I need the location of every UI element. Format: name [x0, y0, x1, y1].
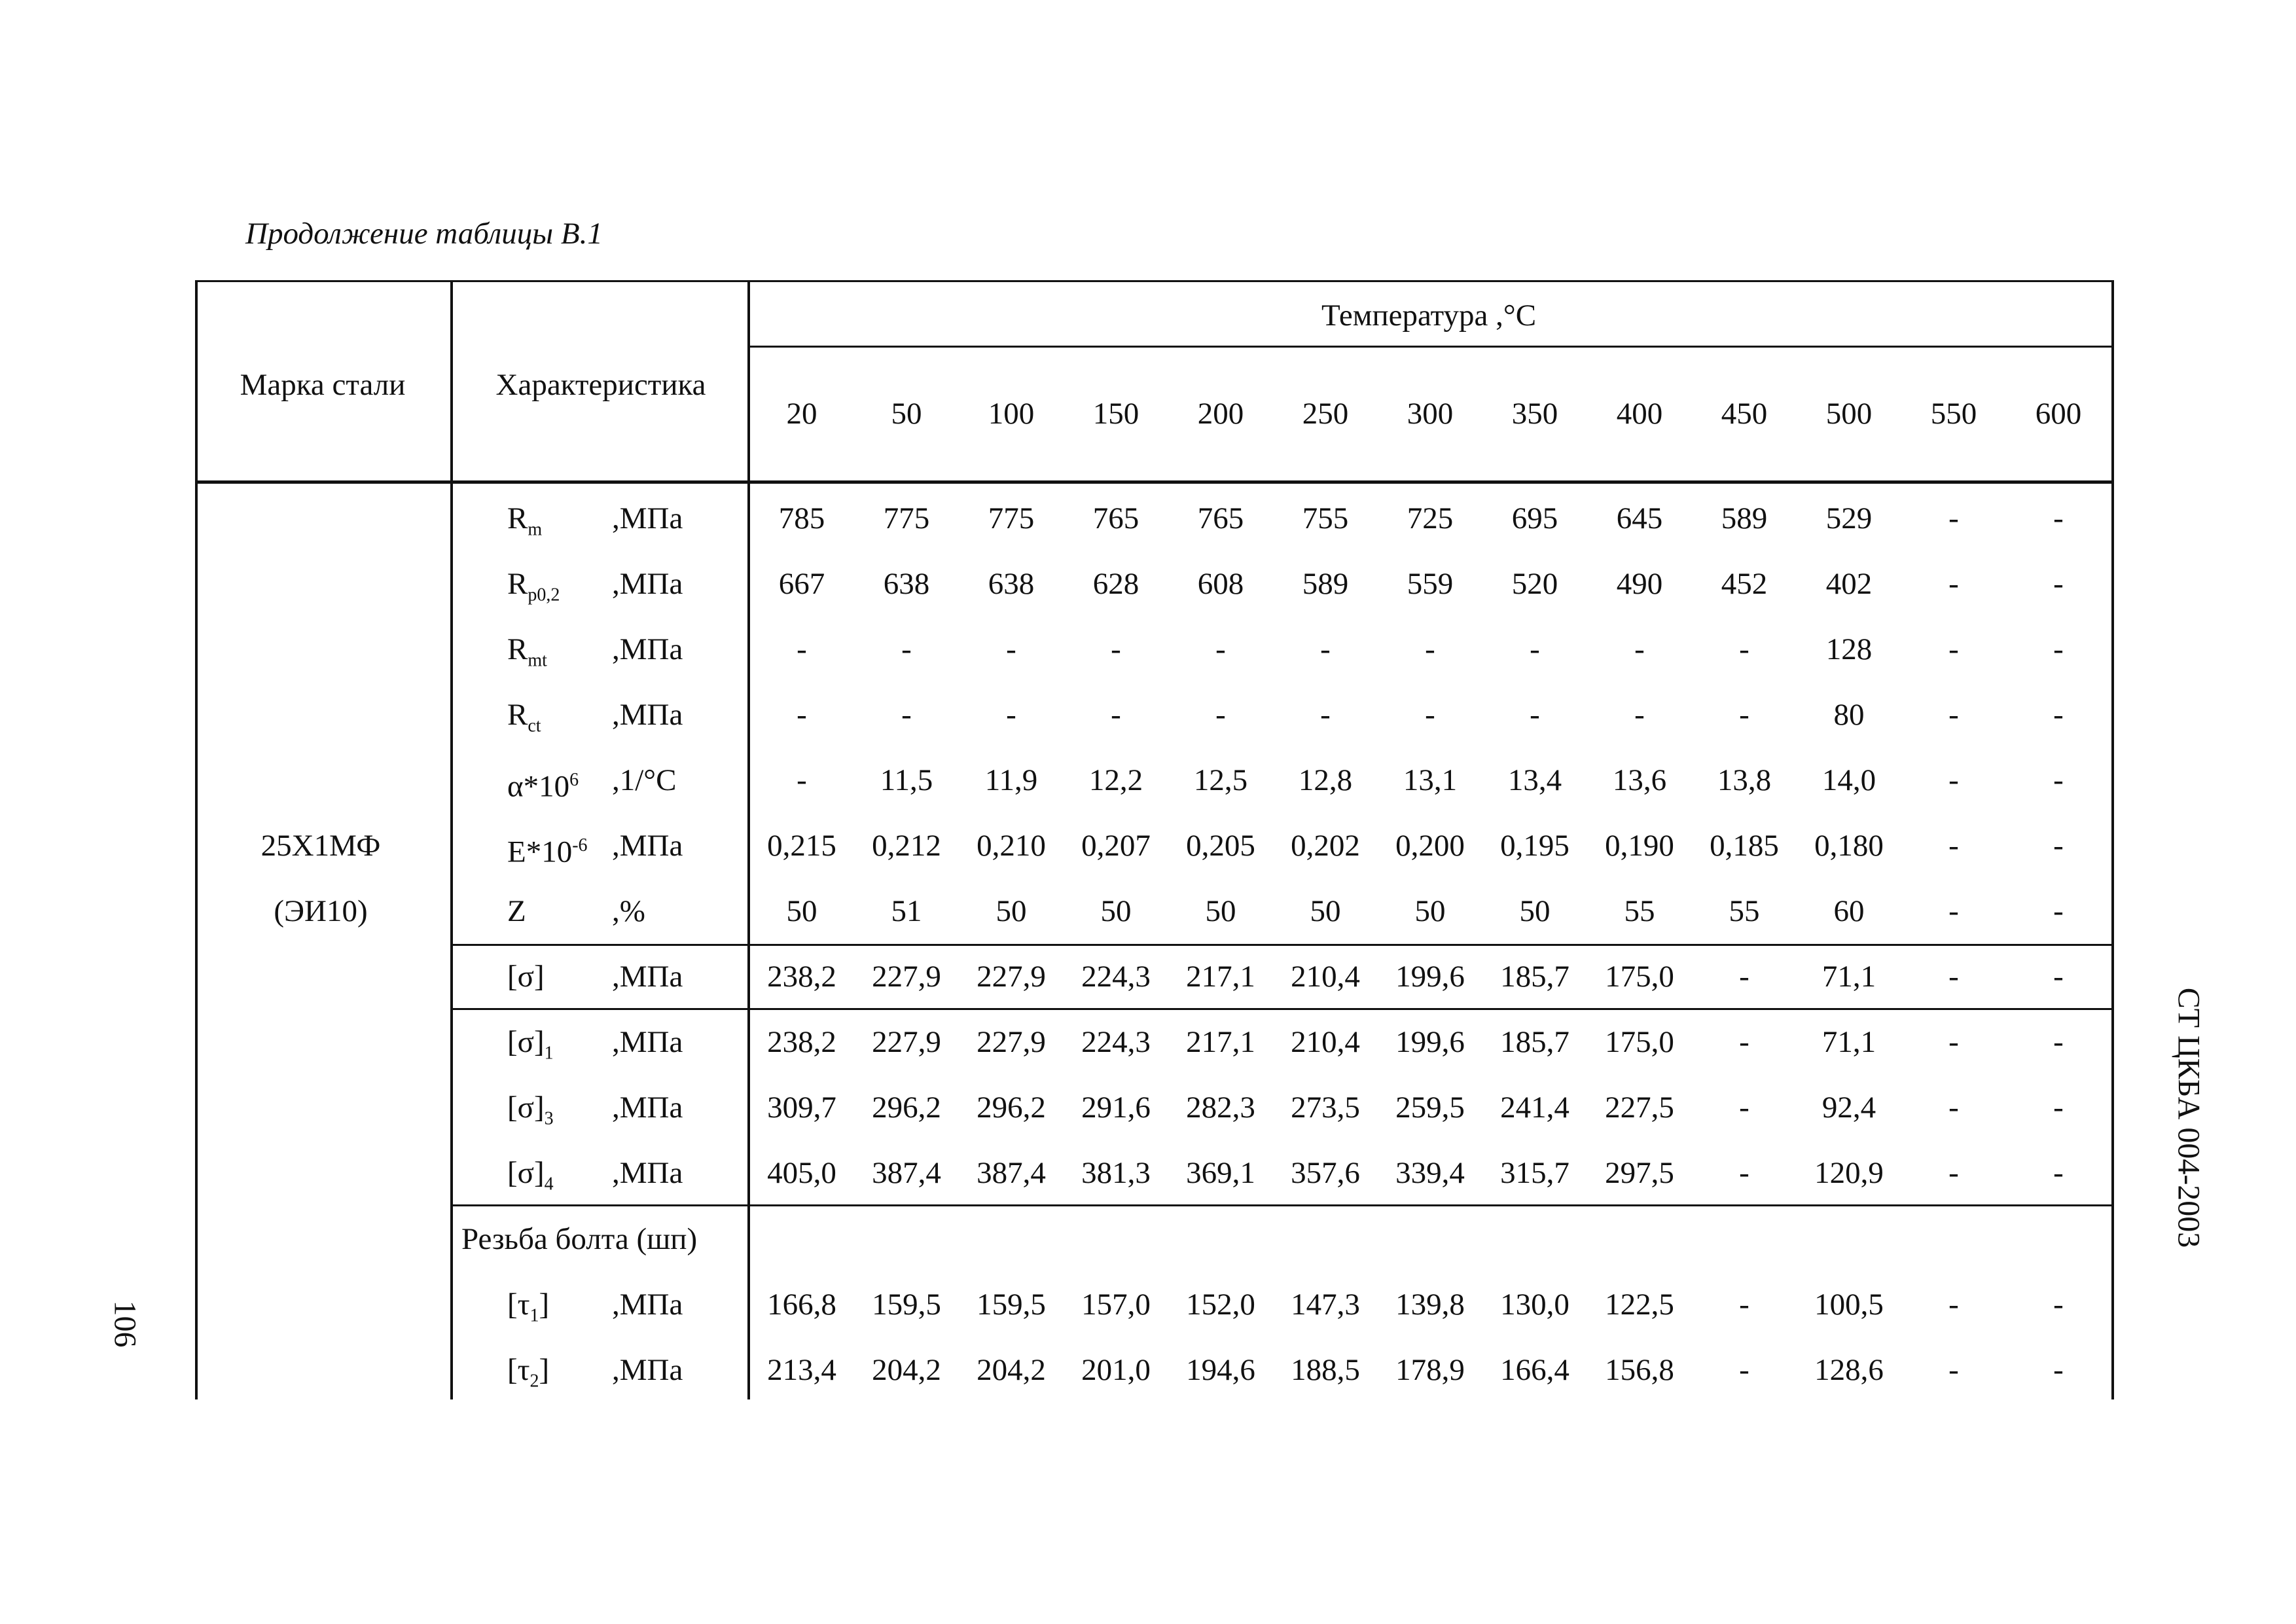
- table-cell: 227,5: [1605, 1091, 1674, 1125]
- table-cell: 227,9: [977, 960, 1046, 994]
- table-cell: 71,1: [1821, 1025, 1876, 1059]
- table-cell: 217,1: [1186, 960, 1255, 994]
- table-cell: -: [1739, 1025, 1749, 1059]
- characteristic-unit: ,МПа: [612, 698, 683, 732]
- table-cell: 175,0: [1605, 960, 1674, 994]
- table-cell: 175,0: [1605, 1025, 1674, 1059]
- table-cell: -: [1530, 632, 1540, 666]
- table-cell: 227,9: [977, 1025, 1046, 1059]
- table-cell: 13,6: [1612, 763, 1667, 797]
- characteristic-symbol: $R_{mt}$: [507, 632, 547, 671]
- table-cell: 50: [996, 894, 1027, 928]
- table-cell: -: [797, 632, 807, 666]
- table-cell: 296,2: [872, 1091, 941, 1125]
- table-cell: 529: [1825, 501, 1873, 535]
- table-cell: 204,2: [872, 1353, 941, 1387]
- characteristic-unit: ,МПа: [612, 1288, 683, 1322]
- table-cell: 14,0: [1821, 763, 1876, 797]
- characteristic-symbol: $R_{ct}$: [507, 698, 541, 736]
- table-cell: -: [2053, 698, 2064, 732]
- table-cell: 13,8: [1717, 763, 1772, 797]
- characteristic-unit: ,МПа: [612, 632, 683, 666]
- table-cell: 638: [883, 567, 930, 601]
- table-cell: -: [2053, 894, 2064, 928]
- table-cell: -: [1739, 1353, 1749, 1387]
- header-bottom-line: [195, 480, 2114, 484]
- table-cell: 695: [1511, 501, 1558, 535]
- border-right: [2111, 280, 2114, 1399]
- line-after-sigma4: [450, 1204, 2114, 1206]
- table-cell: 638: [988, 567, 1035, 601]
- temperature-col-header: 250: [1302, 397, 1349, 431]
- table-cell: 188,5: [1291, 1353, 1360, 1387]
- table-cell: -: [1948, 1288, 1959, 1322]
- table-cell: 405,0: [767, 1156, 836, 1190]
- table-cell: -: [1739, 1156, 1749, 1190]
- table-cell: -: [2053, 1288, 2064, 1322]
- table-cell: 628: [1092, 567, 1139, 601]
- table-cell: 50: [1414, 894, 1446, 928]
- table-cell: 369,1: [1186, 1156, 1255, 1190]
- characteristic-symbol: [σ]: [507, 960, 545, 994]
- table-cell: 50: [1205, 894, 1236, 928]
- table-cell: 224,3: [1081, 1025, 1151, 1059]
- table-cell: 309,7: [767, 1091, 836, 1125]
- table-cell: 0,207: [1081, 829, 1151, 863]
- characteristic-unit: ,МПа: [612, 1156, 683, 1190]
- table-cell: 199,6: [1395, 1025, 1465, 1059]
- table-cell: -: [1948, 1091, 1959, 1125]
- table-cell: 50: [786, 894, 817, 928]
- table-cell: 159,5: [872, 1288, 941, 1322]
- table-cell: 0,210: [977, 829, 1046, 863]
- table-cell: 291,6: [1081, 1091, 1151, 1125]
- table-cell: 92,4: [1821, 1091, 1876, 1125]
- table-cell: -: [1634, 632, 1645, 666]
- table-cell: 0,215: [767, 829, 836, 863]
- table-cell: 227,9: [872, 1025, 941, 1059]
- table-cell: 775: [883, 501, 930, 535]
- table-cell: 725: [1407, 501, 1454, 535]
- table-cell: 217,1: [1186, 1025, 1255, 1059]
- divider-characteristic: [747, 280, 750, 1399]
- table-cell: -: [2053, 960, 2064, 994]
- table-cell: 0,205: [1186, 829, 1255, 863]
- table-cell: -: [1425, 632, 1435, 666]
- table-cell: 185,7: [1500, 1025, 1570, 1059]
- steel-grade-name: 25Х1МФ: [260, 829, 381, 863]
- table-cell: 259,5: [1395, 1091, 1465, 1125]
- table-cell: 381,3: [1081, 1156, 1151, 1190]
- temperature-col-header: 150: [1092, 397, 1139, 431]
- characteristic-unit: ,МПа: [612, 1025, 683, 1059]
- table-cell: -: [797, 763, 807, 797]
- table-cell: 100,5: [1814, 1288, 1884, 1322]
- characteristic-symbol: $[\tau_1]$: [507, 1288, 550, 1326]
- table-cell: 55: [1729, 894, 1760, 928]
- table-cell: 156,8: [1605, 1353, 1674, 1387]
- table-cell: 667: [778, 567, 825, 601]
- temperature-col-header: 50: [891, 397, 922, 431]
- table-cell: 357,6: [1291, 1156, 1360, 1190]
- table-cell: -: [1739, 1288, 1749, 1322]
- table-cell: -: [1530, 698, 1540, 732]
- border-left: [195, 280, 198, 1399]
- table-cell: -: [1948, 632, 1959, 666]
- characteristic-symbol: $[\sigma]_4$: [507, 1156, 554, 1195]
- characteristic-unit: ,1/°С: [612, 763, 677, 797]
- table-cell: -: [1006, 698, 1016, 732]
- table-cell: 315,7: [1500, 1156, 1570, 1190]
- table-cell: 71,1: [1821, 960, 1876, 994]
- table-cell: -: [901, 698, 912, 732]
- table-cell: 139,8: [1395, 1288, 1465, 1322]
- table-cell: 765: [1197, 501, 1244, 535]
- table-cell: 166,8: [767, 1288, 836, 1322]
- table-cell: 60: [1833, 894, 1865, 928]
- temperature-col-header: 550: [1930, 397, 1977, 431]
- table-cell: -: [2053, 567, 2064, 601]
- table-cell: 755: [1302, 501, 1349, 535]
- border-top: [195, 280, 2114, 282]
- table-cell: 130,0: [1500, 1288, 1570, 1322]
- table-cell: -: [2053, 632, 2064, 666]
- table-cell: -: [1948, 501, 1959, 535]
- table-cell: 238,2: [767, 960, 836, 994]
- table-cell: 213,4: [767, 1353, 836, 1387]
- characteristic-symbol: $[\tau_2]$: [507, 1353, 550, 1392]
- table-cell: 128: [1825, 632, 1873, 666]
- characteristic-unit: ,МПа: [612, 829, 683, 863]
- table-cell: -: [1948, 1156, 1959, 1190]
- table-cell: 238,2: [767, 1025, 836, 1059]
- line-after-z: [450, 944, 2114, 946]
- table-cell: 12,5: [1193, 763, 1248, 797]
- table-cell: 0,190: [1605, 829, 1674, 863]
- table-cell: -: [1739, 632, 1749, 666]
- line-after-sigma: [450, 1008, 2114, 1010]
- table-cell: 55: [1624, 894, 1655, 928]
- table-cell: -: [1425, 698, 1435, 732]
- characteristic-unit: ,МПа: [612, 567, 683, 601]
- page-number: 106: [107, 1300, 143, 1348]
- table-cell: -: [1320, 632, 1331, 666]
- table-cell: 80: [1833, 698, 1865, 732]
- table-cell: 0,185: [1710, 829, 1779, 863]
- characteristic-symbol: $\alpha*10^6$: [507, 769, 579, 804]
- table-cell: 12,8: [1298, 763, 1353, 797]
- table-cell: 224,3: [1081, 960, 1151, 994]
- characteristic-symbol: $[\sigma]_1$: [507, 1025, 554, 1064]
- table-cell: 122,5: [1605, 1288, 1674, 1322]
- document-code: СТ ЦКБА 004-2003: [2171, 987, 2206, 1248]
- table-cell: 520: [1511, 567, 1558, 601]
- table-cell: 0,200: [1395, 829, 1465, 863]
- table-cell: 387,4: [872, 1156, 941, 1190]
- table-caption: Продолжение таблицы В.1: [245, 217, 603, 251]
- temperature-col-header: 100: [988, 397, 1035, 431]
- characteristic-unit: ,%: [612, 894, 645, 928]
- table-cell: 387,4: [977, 1156, 1046, 1190]
- characteristic-symbol: $R_m$: [507, 501, 543, 540]
- header-characteristic: Характеристика: [495, 368, 706, 402]
- temperature-col-header: 450: [1721, 397, 1768, 431]
- table-cell: -: [1739, 1091, 1749, 1125]
- characteristic-symbol: $E*10^{-6}$: [507, 835, 588, 869]
- table-cell: 185,7: [1500, 960, 1570, 994]
- table-cell: 50: [1100, 894, 1132, 928]
- divider-grade: [450, 280, 453, 1399]
- table-cell: 178,9: [1395, 1353, 1465, 1387]
- table-cell: 0,195: [1500, 829, 1570, 863]
- table-cell: -: [1948, 1025, 1959, 1059]
- table-cell: 559: [1407, 567, 1454, 601]
- table-cell: 204,2: [977, 1353, 1046, 1387]
- temperature-col-header: 400: [1616, 397, 1663, 431]
- table-cell: 120,9: [1814, 1156, 1884, 1190]
- table-cell: 452: [1721, 567, 1768, 601]
- table-cell: 645: [1616, 501, 1663, 535]
- table-cell: 297,5: [1605, 1156, 1674, 1190]
- table-cell: -: [1948, 829, 1959, 863]
- table-cell: 785: [778, 501, 825, 535]
- table-cell: -: [1215, 632, 1226, 666]
- table-cell: 0,180: [1814, 829, 1884, 863]
- table-cell: -: [1948, 894, 1959, 928]
- temperature-col-header: 20: [786, 397, 817, 431]
- table-cell: -: [797, 698, 807, 732]
- table-cell: 51: [891, 894, 922, 928]
- table-cell: 241,4: [1500, 1091, 1570, 1125]
- table-cell: 282,3: [1186, 1091, 1255, 1125]
- characteristic-symbol: $[\sigma]_3$: [507, 1091, 554, 1129]
- table-cell: -: [2053, 1156, 2064, 1190]
- table-cell: -: [2053, 1091, 2064, 1125]
- table-cell: -: [2053, 1025, 2064, 1059]
- table-cell: 0,202: [1291, 829, 1360, 863]
- temperature-col-header: 600: [2035, 397, 2082, 431]
- table-cell: 765: [1092, 501, 1139, 535]
- temperature-col-header: 500: [1825, 397, 1873, 431]
- characteristic-unit: ,МПа: [612, 1091, 683, 1125]
- temperature-col-header: 300: [1407, 397, 1454, 431]
- table-cell: 13,1: [1403, 763, 1458, 797]
- table-cell: 273,5: [1291, 1091, 1360, 1125]
- table-cell: 589: [1721, 501, 1768, 535]
- table-cell: 147,3: [1291, 1288, 1360, 1322]
- table-cell: -: [2053, 501, 2064, 535]
- table-cell: 0,212: [872, 829, 941, 863]
- table-cell: 128,6: [1814, 1353, 1884, 1387]
- table-cell: 159,5: [977, 1288, 1046, 1322]
- table-cell: 227,9: [872, 960, 941, 994]
- table-cell: -: [2053, 829, 2064, 863]
- table-cell: -: [901, 632, 912, 666]
- table-cell: -: [1739, 698, 1749, 732]
- table-cell: -: [1948, 960, 1959, 994]
- steel-grade-alt: (ЭИ10): [274, 894, 368, 928]
- table-cell: 11,9: [984, 763, 1038, 797]
- table-cell: -: [1948, 698, 1959, 732]
- temperature-col-header: 200: [1197, 397, 1244, 431]
- table-cell: 210,4: [1291, 960, 1360, 994]
- table-cell: 589: [1302, 567, 1349, 601]
- table-cell: 339,4: [1395, 1156, 1465, 1190]
- table-cell: 402: [1825, 567, 1873, 601]
- table-cell: -: [1320, 698, 1331, 732]
- table-cell: -: [1948, 763, 1959, 797]
- header-steel-grade: Марка стали: [240, 368, 406, 402]
- characteristic-unit: ,МПа: [612, 501, 683, 535]
- table-cell: 490: [1616, 567, 1663, 601]
- table-cell: -: [1215, 698, 1226, 732]
- table-cell: -: [1006, 632, 1016, 666]
- temperature-header-line: [747, 346, 2114, 348]
- table-cell: -: [2053, 1353, 2064, 1387]
- table-cell: -: [1739, 960, 1749, 994]
- table-cell: -: [2053, 763, 2064, 797]
- header-temperature: Температура ,°С: [1321, 298, 1537, 333]
- characteristic-symbol: Z: [507, 894, 526, 928]
- characteristic-unit: ,МПа: [612, 960, 683, 994]
- table-cell: -: [1111, 632, 1121, 666]
- bolt-thread-label: Резьба болта (шп): [461, 1222, 698, 1256]
- table-cell: 12,2: [1088, 763, 1143, 797]
- temperature-col-header: 350: [1511, 397, 1558, 431]
- table-cell: -: [1111, 698, 1121, 732]
- table-cell: 775: [988, 501, 1035, 535]
- table-cell: -: [1948, 1353, 1959, 1387]
- table-cell: 194,6: [1186, 1353, 1255, 1387]
- table-cell: 199,6: [1395, 960, 1465, 994]
- table-cell: 50: [1310, 894, 1341, 928]
- table-cell: 152,0: [1186, 1288, 1255, 1322]
- table-cell: 11,5: [880, 763, 933, 797]
- table-cell: 166,4: [1500, 1353, 1570, 1387]
- table-cell: 13,4: [1507, 763, 1562, 797]
- table-cell: 201,0: [1081, 1353, 1151, 1387]
- table-cell: 608: [1197, 567, 1244, 601]
- table-cell: 157,0: [1081, 1288, 1151, 1322]
- characteristic-unit: ,МПа: [612, 1353, 683, 1387]
- table-cell: -: [1634, 698, 1645, 732]
- table-cell: -: [1948, 567, 1959, 601]
- characteristic-symbol: $R_{p0,2}$: [507, 567, 560, 605]
- table-cell: 50: [1519, 894, 1551, 928]
- table-cell: 296,2: [977, 1091, 1046, 1125]
- table-cell: 210,4: [1291, 1025, 1360, 1059]
